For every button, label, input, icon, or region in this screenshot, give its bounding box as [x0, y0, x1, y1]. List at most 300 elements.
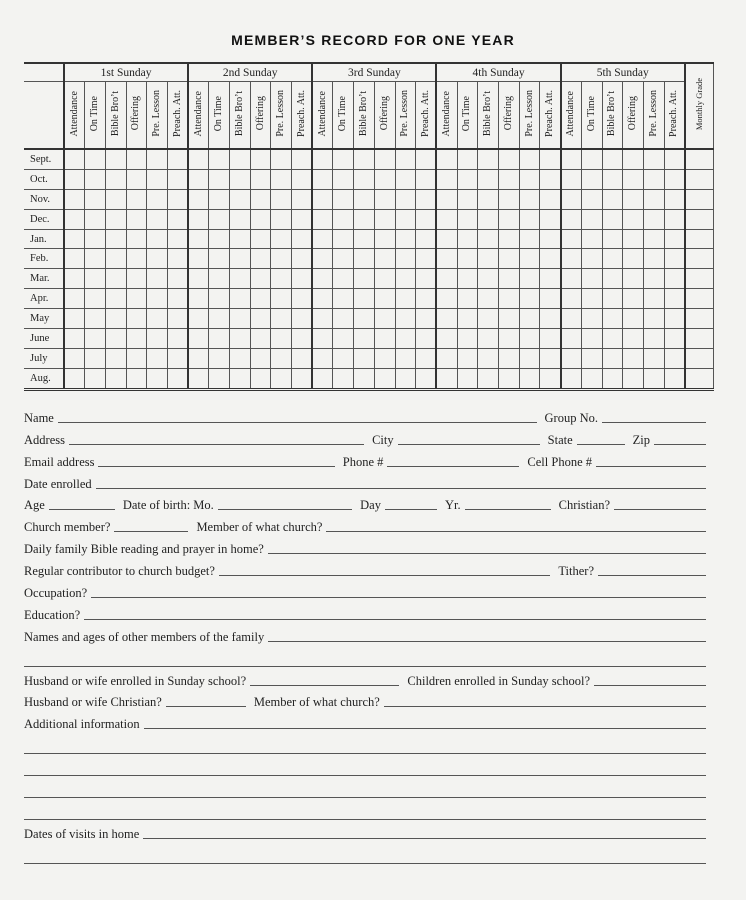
record-cell[interactable]: [395, 329, 416, 349]
record-cell[interactable]: [602, 348, 623, 368]
record-cell[interactable]: [416, 329, 437, 349]
record-cell[interactable]: [457, 249, 478, 269]
record-cell[interactable]: [602, 309, 623, 329]
record-cell[interactable]: [230, 368, 251, 389]
age-field[interactable]: [49, 509, 115, 510]
record-cell[interactable]: [85, 289, 106, 309]
record-cell[interactable]: [105, 329, 126, 349]
record-cell[interactable]: [292, 309, 313, 329]
record-cell[interactable]: [292, 169, 313, 189]
record-cell[interactable]: [188, 348, 209, 368]
record-cell[interactable]: [312, 229, 333, 249]
record-cell[interactable]: [499, 368, 520, 389]
record-cell[interactable]: [581, 348, 602, 368]
record-cell[interactable]: [271, 368, 292, 389]
name-field[interactable]: [58, 422, 537, 423]
record-cell[interactable]: [436, 209, 457, 229]
record-cell[interactable]: [664, 289, 685, 309]
record-cell[interactable]: [478, 249, 499, 269]
monthly-grade-cell[interactable]: [685, 209, 714, 229]
cell-phone-field[interactable]: [596, 466, 706, 467]
record-cell[interactable]: [333, 169, 354, 189]
record-cell[interactable]: [333, 309, 354, 329]
zip-field[interactable]: [654, 444, 706, 445]
record-cell[interactable]: [147, 189, 168, 209]
record-cell[interactable]: [478, 229, 499, 249]
record-cell[interactable]: [519, 368, 540, 389]
record-cell[interactable]: [602, 229, 623, 249]
record-cell[interactable]: [416, 289, 437, 309]
record-cell[interactable]: [664, 329, 685, 349]
record-cell[interactable]: [581, 269, 602, 289]
record-cell[interactable]: [623, 249, 644, 269]
record-cell[interactable]: [478, 289, 499, 309]
record-cell[interactable]: [126, 189, 147, 209]
monthly-grade-cell[interactable]: [685, 169, 714, 189]
record-cell[interactable]: [540, 209, 561, 229]
record-cell[interactable]: [230, 229, 251, 249]
record-cell[interactable]: [478, 169, 499, 189]
record-cell[interactable]: [250, 249, 271, 269]
record-cell[interactable]: [230, 209, 251, 229]
additional-info-field[interactable]: [144, 728, 706, 729]
record-cell[interactable]: [85, 249, 106, 269]
record-cell[interactable]: [230, 189, 251, 209]
record-cell[interactable]: [519, 289, 540, 309]
record-cell[interactable]: [395, 348, 416, 368]
record-cell[interactable]: [354, 209, 375, 229]
record-cell[interactable]: [540, 368, 561, 389]
record-cell[interactable]: [167, 289, 188, 309]
record-cell[interactable]: [271, 169, 292, 189]
record-cell[interactable]: [561, 368, 582, 389]
record-cell[interactable]: [664, 309, 685, 329]
record-cell[interactable]: [64, 348, 85, 368]
record-cell[interactable]: [457, 149, 478, 169]
record-cell[interactable]: [209, 348, 230, 368]
record-cell[interactable]: [374, 269, 395, 289]
record-cell[interactable]: [436, 269, 457, 289]
record-cell[interactable]: [126, 368, 147, 389]
record-cell[interactable]: [519, 329, 540, 349]
occupation-field[interactable]: [91, 597, 706, 598]
record-cell[interactable]: [167, 149, 188, 169]
record-cell[interactable]: [561, 209, 582, 229]
record-cell[interactable]: [519, 209, 540, 229]
record-cell[interactable]: [354, 189, 375, 209]
record-cell[interactable]: [581, 169, 602, 189]
record-cell[interactable]: [250, 348, 271, 368]
record-cell[interactable]: [271, 229, 292, 249]
record-cell[interactable]: [416, 169, 437, 189]
record-cell[interactable]: [64, 209, 85, 229]
record-cell[interactable]: [457, 348, 478, 368]
record-cell[interactable]: [333, 269, 354, 289]
record-cell[interactable]: [167, 249, 188, 269]
record-cell[interactable]: [230, 309, 251, 329]
record-cell[interactable]: [147, 348, 168, 368]
record-cell[interactable]: [105, 209, 126, 229]
record-cell[interactable]: [188, 309, 209, 329]
record-cell[interactable]: [64, 169, 85, 189]
record-cell[interactable]: [643, 289, 664, 309]
record-cell[interactable]: [581, 149, 602, 169]
record-cell[interactable]: [105, 149, 126, 169]
record-cell[interactable]: [230, 249, 251, 269]
record-cell[interactable]: [499, 209, 520, 229]
record-cell[interactable]: [643, 209, 664, 229]
record-cell[interactable]: [250, 269, 271, 289]
record-cell[interactable]: [85, 209, 106, 229]
record-cell[interactable]: [374, 169, 395, 189]
record-cell[interactable]: [292, 229, 313, 249]
record-cell[interactable]: [230, 169, 251, 189]
record-cell[interactable]: [436, 189, 457, 209]
record-cell[interactable]: [250, 309, 271, 329]
record-cell[interactable]: [85, 149, 106, 169]
record-cell[interactable]: [519, 229, 540, 249]
record-cell[interactable]: [519, 169, 540, 189]
record-cell[interactable]: [292, 348, 313, 368]
record-cell[interactable]: [395, 209, 416, 229]
record-cell[interactable]: [519, 149, 540, 169]
record-cell[interactable]: [105, 289, 126, 309]
record-cell[interactable]: [643, 229, 664, 249]
record-cell[interactable]: [167, 169, 188, 189]
address-field[interactable]: [69, 444, 364, 445]
dates-of-visits-field[interactable]: [143, 838, 706, 839]
record-cell[interactable]: [354, 348, 375, 368]
record-cell[interactable]: [167, 329, 188, 349]
record-cell[interactable]: [230, 329, 251, 349]
record-cell[interactable]: [271, 309, 292, 329]
record-cell[interactable]: [64, 368, 85, 389]
record-cell[interactable]: [395, 229, 416, 249]
record-cell[interactable]: [271, 269, 292, 289]
record-cell[interactable]: [354, 229, 375, 249]
record-cell[interactable]: [436, 229, 457, 249]
record-cell[interactable]: [602, 149, 623, 169]
record-cell[interactable]: [354, 368, 375, 389]
record-cell[interactable]: [416, 309, 437, 329]
record-cell[interactable]: [188, 289, 209, 309]
record-cell[interactable]: [561, 249, 582, 269]
record-cell[interactable]: [188, 169, 209, 189]
record-cell[interactable]: [581, 229, 602, 249]
record-cell[interactable]: [499, 309, 520, 329]
record-cell[interactable]: [664, 269, 685, 289]
record-cell[interactable]: [126, 229, 147, 249]
record-cell[interactable]: [623, 229, 644, 249]
monthly-grade-cell[interactable]: [685, 329, 714, 349]
record-cell[interactable]: [478, 309, 499, 329]
regular-contributor-field[interactable]: [219, 575, 550, 576]
record-cell[interactable]: [354, 329, 375, 349]
record-cell[interactable]: [250, 209, 271, 229]
record-cell[interactable]: [312, 149, 333, 169]
daily-bible-field[interactable]: [268, 553, 706, 554]
record-cell[interactable]: [602, 249, 623, 269]
record-cell[interactable]: [623, 289, 644, 309]
record-cell[interactable]: [457, 289, 478, 309]
record-cell[interactable]: [147, 289, 168, 309]
record-cell[interactable]: [395, 249, 416, 269]
record-cell[interactable]: [188, 149, 209, 169]
record-cell[interactable]: [271, 329, 292, 349]
record-cell[interactable]: [478, 329, 499, 349]
record-cell[interactable]: [209, 368, 230, 389]
record-cell[interactable]: [581, 289, 602, 309]
record-cell[interactable]: [85, 348, 106, 368]
record-cell[interactable]: [602, 209, 623, 229]
record-cell[interactable]: [64, 329, 85, 349]
monthly-grade-cell[interactable]: [685, 189, 714, 209]
record-cell[interactable]: [85, 368, 106, 389]
record-cell[interactable]: [250, 368, 271, 389]
record-cell[interactable]: [292, 189, 313, 209]
record-cell[interactable]: [64, 189, 85, 209]
record-cell[interactable]: [436, 309, 457, 329]
record-cell[interactable]: [209, 289, 230, 309]
record-cell[interactable]: [395, 269, 416, 289]
record-cell[interactable]: [354, 169, 375, 189]
record-cell[interactable]: [561, 289, 582, 309]
member-of-church-field[interactable]: [326, 531, 706, 532]
record-cell[interactable]: [312, 368, 333, 389]
record-cell[interactable]: [643, 269, 664, 289]
record-cell[interactable]: [188, 329, 209, 349]
record-cell[interactable]: [416, 368, 437, 389]
additional-info-line[interactable]: [24, 776, 706, 798]
record-cell[interactable]: [333, 368, 354, 389]
record-cell[interactable]: [457, 329, 478, 349]
record-cell[interactable]: [416, 229, 437, 249]
record-cell[interactable]: [540, 329, 561, 349]
record-cell[interactable]: [416, 209, 437, 229]
record-cell[interactable]: [581, 309, 602, 329]
record-cell[interactable]: [561, 169, 582, 189]
record-cell[interactable]: [374, 189, 395, 209]
record-cell[interactable]: [436, 348, 457, 368]
spouse-christian-field[interactable]: [166, 706, 246, 707]
record-cell[interactable]: [478, 189, 499, 209]
group-no-field[interactable]: [602, 422, 706, 423]
record-cell[interactable]: [499, 149, 520, 169]
record-cell[interactable]: [105, 249, 126, 269]
record-cell[interactable]: [147, 149, 168, 169]
record-cell[interactable]: [126, 309, 147, 329]
record-cell[interactable]: [147, 329, 168, 349]
record-cell[interactable]: [416, 149, 437, 169]
record-cell[interactable]: [457, 189, 478, 209]
record-cell[interactable]: [374, 368, 395, 389]
record-cell[interactable]: [581, 189, 602, 209]
record-cell[interactable]: [519, 309, 540, 329]
record-cell[interactable]: [664, 189, 685, 209]
record-cell[interactable]: [209, 189, 230, 209]
record-cell[interactable]: [250, 289, 271, 309]
record-cell[interactable]: [478, 348, 499, 368]
record-cell[interactable]: [664, 149, 685, 169]
record-cell[interactable]: [250, 169, 271, 189]
record-cell[interactable]: [105, 269, 126, 289]
record-cell[interactable]: [436, 329, 457, 349]
record-cell[interactable]: [312, 269, 333, 289]
record-cell[interactable]: [374, 309, 395, 329]
record-cell[interactable]: [416, 249, 437, 269]
record-cell[interactable]: [499, 229, 520, 249]
record-cell[interactable]: [126, 209, 147, 229]
record-cell[interactable]: [271, 209, 292, 229]
dates-of-visits-line[interactable]: [24, 842, 706, 864]
record-cell[interactable]: [209, 309, 230, 329]
record-cell[interactable]: [167, 189, 188, 209]
record-cell[interactable]: [354, 149, 375, 169]
children-enrolled-field[interactable]: [594, 685, 706, 686]
record-cell[interactable]: [167, 269, 188, 289]
record-cell[interactable]: [416, 269, 437, 289]
record-cell[interactable]: [85, 269, 106, 289]
record-cell[interactable]: [333, 249, 354, 269]
state-field[interactable]: [577, 444, 625, 445]
monthly-grade-cell[interactable]: [685, 149, 714, 169]
record-cell[interactable]: [519, 189, 540, 209]
record-cell[interactable]: [581, 329, 602, 349]
record-cell[interactable]: [354, 269, 375, 289]
record-cell[interactable]: [457, 209, 478, 229]
record-cell[interactable]: [602, 169, 623, 189]
names-ages-field[interactable]: [268, 641, 706, 642]
date-enrolled-field[interactable]: [96, 488, 706, 489]
record-cell[interactable]: [188, 368, 209, 389]
record-cell[interactable]: [126, 169, 147, 189]
record-cell[interactable]: [374, 329, 395, 349]
record-cell[interactable]: [333, 149, 354, 169]
record-cell[interactable]: [436, 169, 457, 189]
record-cell[interactable]: [519, 269, 540, 289]
record-cell[interactable]: [230, 269, 251, 289]
record-cell[interactable]: [540, 189, 561, 209]
record-cell[interactable]: [312, 169, 333, 189]
record-cell[interactable]: [188, 269, 209, 289]
record-cell[interactable]: [105, 348, 126, 368]
record-cell[interactable]: [664, 209, 685, 229]
record-cell[interactable]: [395, 189, 416, 209]
record-cell[interactable]: [271, 289, 292, 309]
record-cell[interactable]: [581, 249, 602, 269]
record-cell[interactable]: [499, 249, 520, 269]
record-cell[interactable]: [643, 348, 664, 368]
record-cell[interactable]: [85, 329, 106, 349]
church-member-field[interactable]: [114, 531, 188, 532]
record-cell[interactable]: [499, 189, 520, 209]
record-cell[interactable]: [478, 149, 499, 169]
record-cell[interactable]: [395, 289, 416, 309]
record-cell[interactable]: [333, 189, 354, 209]
record-cell[interactable]: [561, 269, 582, 289]
record-cell[interactable]: [147, 169, 168, 189]
record-cell[interactable]: [167, 309, 188, 329]
record-cell[interactable]: [147, 368, 168, 389]
spouse-member-church-field[interactable]: [384, 706, 706, 707]
record-cell[interactable]: [664, 249, 685, 269]
record-cell[interactable]: [354, 309, 375, 329]
record-cell[interactable]: [230, 348, 251, 368]
record-cell[interactable]: [147, 309, 168, 329]
record-cell[interactable]: [416, 189, 437, 209]
dob-month-field[interactable]: [218, 509, 352, 510]
record-cell[interactable]: [540, 289, 561, 309]
record-cell[interactable]: [354, 249, 375, 269]
record-cell[interactable]: [292, 269, 313, 289]
monthly-grade-cell[interactable]: [685, 229, 714, 249]
record-cell[interactable]: [457, 368, 478, 389]
record-cell[interactable]: [540, 249, 561, 269]
record-cell[interactable]: [643, 249, 664, 269]
record-cell[interactable]: [457, 269, 478, 289]
record-cell[interactable]: [312, 329, 333, 349]
record-cell[interactable]: [188, 229, 209, 249]
record-cell[interactable]: [540, 229, 561, 249]
record-cell[interactable]: [85, 229, 106, 249]
record-cell[interactable]: [271, 249, 292, 269]
record-cell[interactable]: [561, 329, 582, 349]
record-cell[interactable]: [126, 249, 147, 269]
record-cell[interactable]: [395, 149, 416, 169]
record-cell[interactable]: [64, 249, 85, 269]
record-cell[interactable]: [271, 189, 292, 209]
email-field[interactable]: [98, 466, 334, 467]
record-cell[interactable]: [602, 269, 623, 289]
record-cell[interactable]: [105, 368, 126, 389]
record-cell[interactable]: [623, 368, 644, 389]
record-cell[interactable]: [271, 149, 292, 169]
record-cell[interactable]: [561, 149, 582, 169]
record-cell[interactable]: [126, 348, 147, 368]
record-cell[interactable]: [499, 289, 520, 309]
record-cell[interactable]: [188, 209, 209, 229]
record-cell[interactable]: [167, 348, 188, 368]
monthly-grade-cell[interactable]: [685, 249, 714, 269]
record-cell[interactable]: [250, 329, 271, 349]
record-cell[interactable]: [188, 189, 209, 209]
record-cell[interactable]: [395, 169, 416, 189]
christian-field[interactable]: [614, 509, 706, 510]
record-cell[interactable]: [623, 149, 644, 169]
record-cell[interactable]: [374, 348, 395, 368]
record-cell[interactable]: [167, 368, 188, 389]
record-cell[interactable]: [64, 229, 85, 249]
record-cell[interactable]: [561, 348, 582, 368]
phone-field[interactable]: [387, 466, 519, 467]
record-cell[interactable]: [416, 348, 437, 368]
record-cell[interactable]: [312, 289, 333, 309]
record-cell[interactable]: [209, 209, 230, 229]
record-cell[interactable]: [126, 149, 147, 169]
record-cell[interactable]: [374, 249, 395, 269]
record-cell[interactable]: [209, 169, 230, 189]
record-cell[interactable]: [602, 368, 623, 389]
record-cell[interactable]: [374, 209, 395, 229]
record-cell[interactable]: [64, 149, 85, 169]
record-cell[interactable]: [209, 249, 230, 269]
record-cell[interactable]: [374, 149, 395, 169]
record-cell[interactable]: [623, 189, 644, 209]
record-cell[interactable]: [105, 309, 126, 329]
record-cell[interactable]: [436, 289, 457, 309]
record-cell[interactable]: [664, 169, 685, 189]
record-cell[interactable]: [457, 309, 478, 329]
